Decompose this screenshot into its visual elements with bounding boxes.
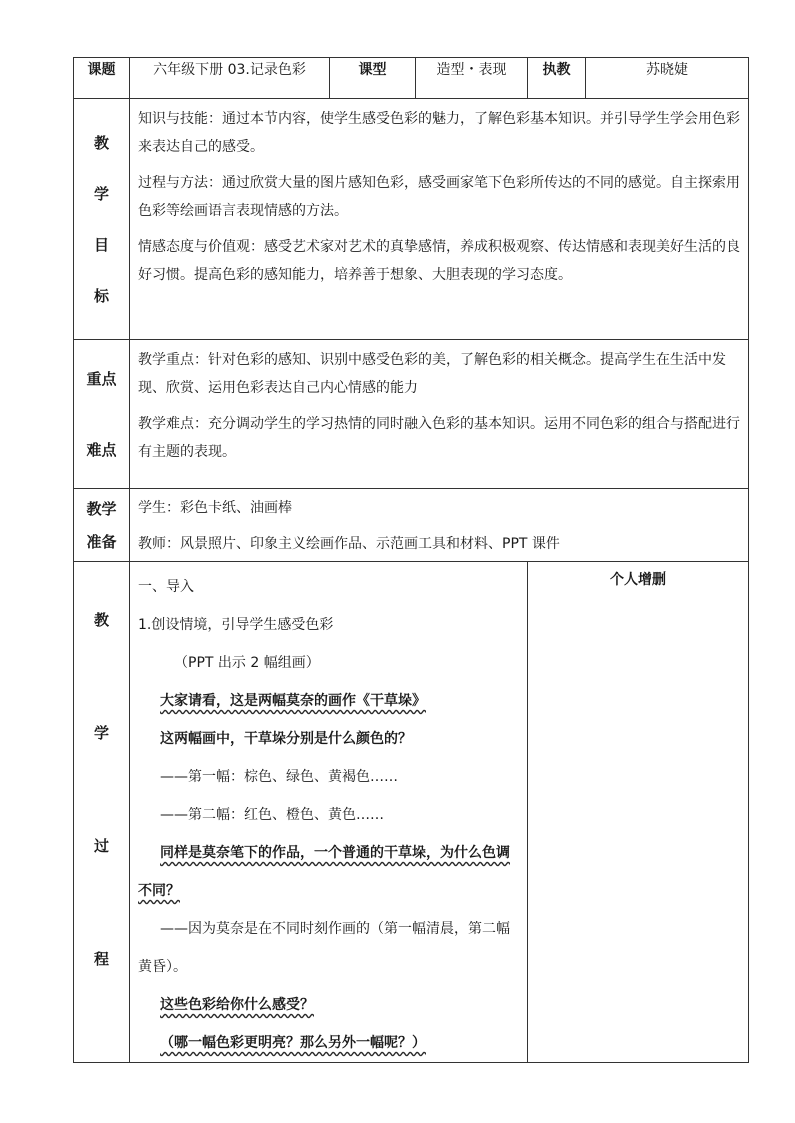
process-answer: ——第一幅：棕色、绿色、黄褐色…… [160,769,398,785]
objective-knowledge: 知识与技能：通过本节内容，使学生感受色彩的魅力，了解色彩基本知识。并引导学生学会用色彩来表达自己的感受。 [138,111,740,155]
prep-row [74,489,749,562]
header-row [74,58,749,99]
topic-value: 六年级下册 03.记录色彩 [130,58,330,99]
lesson-plan-table [73,57,749,1063]
process-step: 1.创设情境，引导学生感受色彩 [138,617,334,633]
keypoints-label-top: 重点 [86,370,117,388]
objectives-label-char: 学 [93,185,109,203]
topic-label: 课题 [74,58,130,99]
keypoints-content [130,340,749,489]
prep-teacher: 教师：风景照片、印象主义绘画作品、示范画工具和材料、PPT 课件 [138,536,560,552]
prep-label-top: 教学 [86,500,117,518]
keypoint-difficulty: 教学难点：充分调动学生的学习热情的同时融入色彩的基本知识。运用不同色彩的组合与搭配进行有主题的表现。 [138,416,740,460]
objectives-row [74,99,749,340]
process-answer: ——因为莫奈是在不同时刻作画的（第一幅清晨，第二幅 [160,921,510,937]
objectives-label-char: 教 [93,134,109,152]
process-label-char: 过 [93,837,109,855]
prep-label [74,489,130,562]
prep-students: 学生：彩色卡纸、油画棒 [138,500,292,516]
process-question: 同样是莫奈笔下的作品，一个普通的干草垛，为什么色调 [160,845,510,861]
process-question: 大家请看，这是两幅莫奈的画作《干草垛》 [160,693,426,709]
prep-content [130,489,749,562]
process-row [74,562,749,1063]
process-question: 这两幅画中，干草垛分别是什么颜色的？ [160,731,412,747]
process-question: （哪一幅色彩更明亮？那么另外一幅呢？） [160,1035,426,1051]
process-question: 不同？ [138,883,180,899]
objective-process: 过程与方法：通过欣赏大量的图片感知色彩，感受画家笔下色彩所传达的不同的感觉。自主探索用色彩等绘画语言表现情感的方法。 [138,175,740,219]
process-label-char: 学 [93,724,109,742]
objectives-content [130,99,749,340]
personal-edits-column [528,562,749,1063]
personal-edits-title: 个人增删 [610,572,666,588]
process-note: （PPT 出示 2 幅组画） [174,655,320,671]
teacher-value: 苏晓婕 [586,58,749,99]
objective-attitude: 情感态度与价值观：感受艺术家对艺术的真挚感情，养成积极观察、传达情感和表现美好生活的良好习惯。提高色彩的感知能力，培养善于想象、大胆表现的学习态度。 [138,239,740,283]
process-label-char: 教 [93,611,109,629]
process-section-heading: 一、导入 [138,579,194,595]
objectives-label-char: 标 [93,287,109,305]
keypoints-label [74,340,130,489]
process-label-char: 程 [93,950,109,968]
process-label [74,562,130,1063]
keypoints-label-bottom: 难点 [86,441,117,459]
process-answer: 黄昏）。 [138,959,187,975]
keypoint-focus: 教学重点：针对色彩的感知、识别中感受色彩的美，了解色彩的相关概念。提高学生在生活中发现、欣赏、运用色彩表达自己内心情感的能力 [138,352,726,396]
type-value: 造型・表现 [416,58,528,99]
process-content [130,562,528,1063]
prep-label-bottom: 准备 [86,533,117,551]
objectives-label [74,99,130,340]
objectives-label-char: 目 [93,236,109,254]
type-label: 课型 [330,58,416,99]
process-answer: ——第二幅：红色、橙色、黄色…… [160,807,384,823]
teacher-label: 执教 [528,58,586,99]
keypoints-row [74,340,749,489]
process-question: 这些色彩给你什么感受？ [160,997,314,1013]
